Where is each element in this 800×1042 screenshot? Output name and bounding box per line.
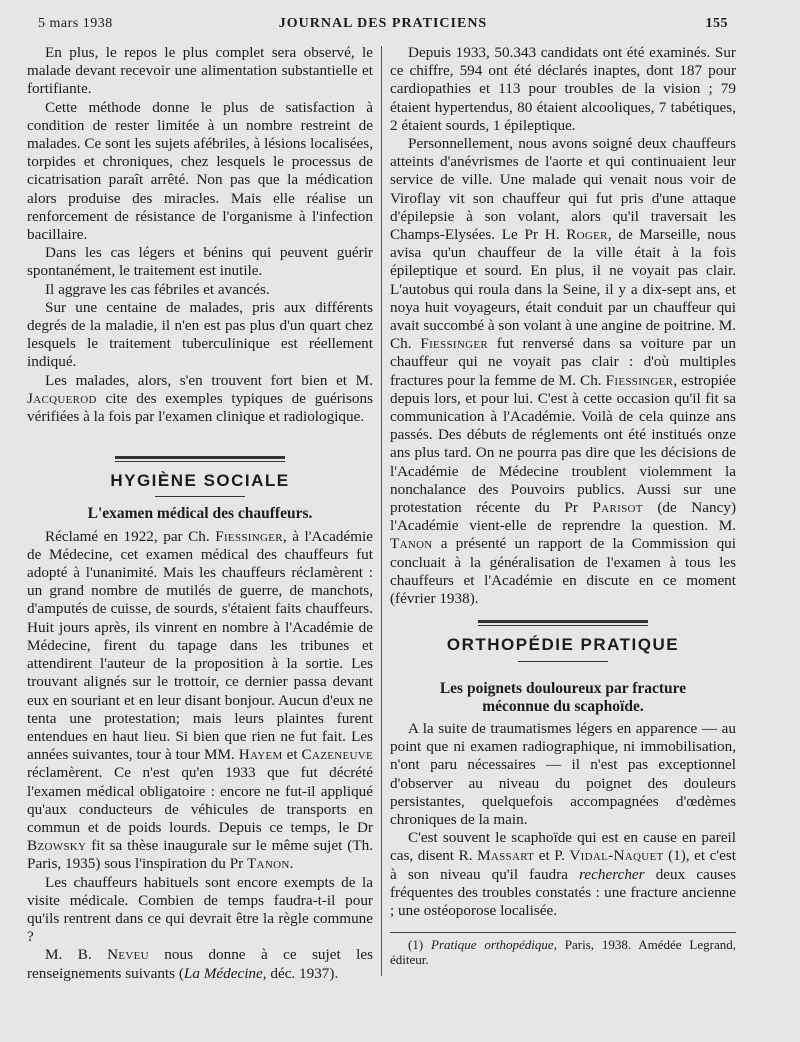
article-title-chauffeurs: L'examen médical des chauffeurs. — [87, 505, 313, 523]
paragraph: Les malades, alors, s'en trouvent fort bien et M. Jacquerod cite des exemples typiques de guérisons vérifiées à la fois par l'examen clinique et radiologique. — [27, 371, 373, 426]
article-title-line2: méconnue du scaphoïde. — [482, 697, 644, 715]
author-name: Jacquerod — [27, 389, 97, 407]
section-rule — [478, 620, 648, 626]
running-header — [38, 12, 728, 38]
paragraph: Depuis 1933, 50.343 candidats ont été examinés. Sur ce chiffre, 594 ont été déclarés inaptes, dont 187 pour cardiopathies et 113 pour troubles de la vision ; 79 étaient hypertendus, 80 étaient alcooliques, 7 tabétiques, 2 étaient sourds, 1 épileptique. — [390, 44, 736, 134]
paragraph: C'est souvent le scaphoïde qui est en cause en pareil cas, disent R. Massart et P. Vidal-Naquet (1), et c'est à son niveau qu'il faudra rechercher deux causes fréquentes des troubles constatés : une fracture ancienne ; une ostéoporose localisée. — [390, 829, 736, 919]
journal-title: JOURNAL DES PRATICIENS — [278, 16, 488, 31]
page-number: 155 — [705, 16, 728, 31]
issue-date: 5 mars 1938 — [38, 16, 113, 31]
paragraph: Dans les cas légers et bénins qui peuvent guérir spontanément, le traitement est inutile. — [27, 244, 373, 280]
paragraph: Personnellement, nous avons soigné deux chauffeurs atteints d'anévrismes de l'aorte et qui continuaient leur service de ville. Une malade qui venait nous voir de Viroflay vit son chauffeur qui fut pris d'une attaque d'épilepsie à son volant, alors qu'il traversait les Champs-Elysées. Le Pr H. Roger, de Marseille, nous avisa qu'un chauffeur de la ville était à la fois épileptique et sourd. En plus, il ne voyait pas clair. L'autobus qui roula dans la Seine, il y a dix-sept ans, et noya huit voyageurs, était conduit par un chauffeur qui avait succombé à son volant à une angine de poitrine. M. Ch. Fiessinger fut renversé dans sa voiture par un chauffeur qui ne voyait pas clair : d'où multiples fractures pour la femme de M. Ch. Fiessinger, estropiée depuis lors, et pour lui. C'est à cette occasion qu'il fit sa communication à l'Académie. Voilà de cela quinze ans passés. Des débuts de réglements ont été institués onze ans plus tard. On ne pourra pas dire que les décisions de l'Académie de Médecine troublent violemment la nonchalance des Pouvoirs publics. Aussi sur une protestation récente du Pr Parisot (de Nancy) l'Académie vient-elle de reprendre la question. M. Tanon a présenté un rapport de la Commission qui concluait à la généralisation de l'examen à tous les chauffeurs et l'Académie en discute en ce moment (février 1938). — [390, 135, 736, 608]
right-column — [390, 44, 736, 967]
paragraph: Sur une centaine de malades, pris aux différents degrés de la maladie, il n'en est pas plus d'un quart chez lesquels le traitement tuberculinique est réellement indiqué. — [27, 298, 373, 371]
paragraph: En plus, le repos le plus complet sera observé, le malade devant recevoir une alimentation substantielle et fortifiante. — [27, 44, 373, 98]
article-title-line1: Les poignets douloureux par fracture — [439, 679, 687, 697]
title-underline — [155, 496, 245, 497]
footnote: (1) Pratique orthopédique, Paris, 1938. Amédée Legrand, éditeur. — [390, 937, 736, 968]
column-divider — [381, 46, 382, 976]
section-title-hygiene: HYGIÈNE SOCIALE — [110, 471, 290, 491]
section-title-orthopedie: ORTHOPÉDIE PRATIQUE — [446, 635, 680, 655]
paragraph: A la suite de traumatismes légers en apparence — au point que ni examen radiographique, ni immobilisation, n'ont paru nécessaires — il n'est pas exceptionnel d'observer au niveau du poignet des douleurs persistantes, quelquefois accompagnées d'œdèmes chroniques de la main. — [390, 719, 736, 828]
paragraph: Réclamé en 1922, par Ch. Fiessinger, à l'Académie de Médecine, cet examen médical des chauffeurs fut adopté à l'unanimité. Mais les chauffeurs réclamèrent : un grand nombre de mutilés de guerre, de manchots, d'amputés de cuisse, de sourds, s'étaient faits chauffeurs. Huit jours après, ils vinrent en nombre à l'Académie de Médecine, firent du tapage dans les tribunes et attendirent l'auteur de la proposition à la sortie. Les trouvant alignés sur le trottoir, ce dernier passa devant eux en souriant et en leur disant bonjour. Aucun d'eux ne tenta une protestation; mais leurs plaintes furent entendues en haut lieu. Si bien que rien ne fut fait. Les années suivantes, tour à tour MM. Hayem et Cazeneuve réclamèrent. Ce n'est qu'en 1933 que fut décrété l'examen médical obligatoire : encore ne fut-il appliqué qu'aux conducteurs de véhicules de transports en commun et de poids lourds. Depuis ce temps, le Dr Bzowsky fit sa thèse inaugurale sur le même sujet (Th. Paris, 1935) sous l'inspiration du Pr Tanon. — [27, 527, 373, 873]
paragraph: Cette méthode donne le plus de satisfaction à condition de rester limitée à un nombre restreint de malades. Ce sont les sujets afébriles, à lésions localisées, torpides et chroniques, chez lesquels le processus de cicatrisation paraît arrêté. Non pas que la médication alors produise des miracles. Mais elle réalise un renforcement de résistance de l'organisme à l'infection bacillaire. — [27, 98, 373, 244]
paragraph: Les chauffeurs habituels sont encore exempts de la visite médicale. Combien de temps faudra-t-il pour qu'ils rentrent dans ce qui devrait être la règle commune ? — [27, 873, 373, 946]
left-column — [27, 44, 373, 983]
paragraph: Il aggrave les cas fébriles et avancés. — [45, 280, 270, 298]
paragraph: M. B. Neveu nous donne à ce sujet les renseignements suivants (La Médecine, déc. 1937). — [27, 946, 373, 982]
footnote-rule — [390, 932, 736, 933]
section-rule — [115, 456, 285, 462]
